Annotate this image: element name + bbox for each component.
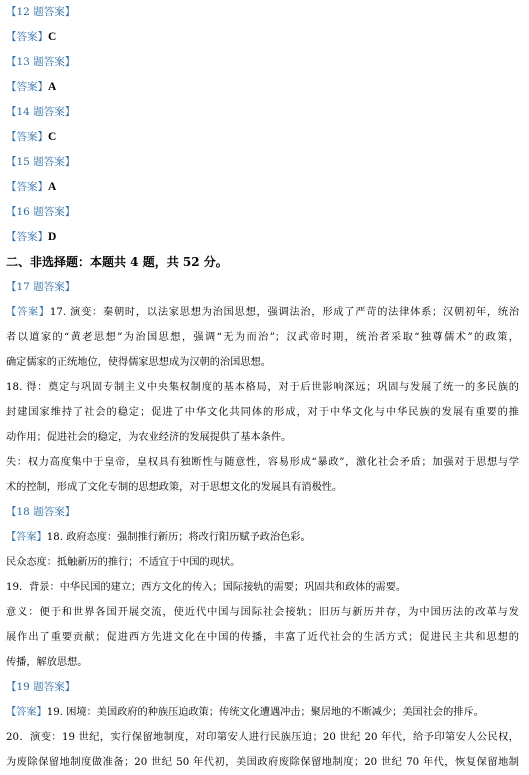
section-title: 二、非选择题：本题共 4 题，共 52 分。: [6, 255, 228, 269]
q19-line-2: 20．演变：19 世纪，实行保留地制度，对印第安人进行民族压迫；20 世纪 20 年代，给予印第安人公民权，: [6, 732, 519, 743]
answer-tag: 【答案】: [6, 532, 47, 543]
answer-tag: 【16 题答案】: [6, 206, 76, 218]
answer-tag: 【答案】: [6, 81, 48, 93]
answer-value: A: [48, 181, 57, 193]
q19-line-1: [6, 700, 519, 725]
q18-line-5: 展作出了重要贡献；促进西方先进文化在中国的传播，丰富了近代社会的生活方式；促进民主共和思想的: [6, 632, 519, 643]
answer-text: 17. 演变：秦朝时，以法家思想为治国思想，强调法治，形成了严苛的法律体系；汉朝初年，统治: [49, 307, 519, 318]
answer-text: 19. 困境：美国政府的种族压迫政策；传统文化遭遇冲击；聚居地的不断减少；美国社会的排斥。: [46, 707, 484, 718]
answer-text: 18. 政府态度：强制推行新历；将改行阳历赋予政治色彩。: [46, 532, 311, 543]
answer-value: C: [48, 131, 57, 143]
q19-line-3: 为废除保留地制度做准备；20 世纪 50 年代初，美国政府废除保留地制度；20 世纪 70 年代，恢复保留地制: [6, 757, 519, 768]
q17-header: [6, 275, 519, 300]
answer-tag: 【14 题答案】: [6, 106, 76, 118]
answer-tag: 【18 题答案】: [6, 506, 76, 518]
answer-value: D: [48, 231, 57, 243]
answer-tag: 【13 题答案】: [6, 56, 76, 68]
answer-tag: 【答案】: [6, 231, 48, 243]
answer-tag: 【19 题答案】: [6, 681, 76, 693]
answer-tag: 【15 题答案】: [6, 156, 76, 168]
q18-line-4: 意义：便于和世界各国开展交流，使近代中国与国际社会接轨；旧历与新历并存，为中国历法的改革与发: [6, 607, 519, 618]
q17-line-2: 者以道家的“黄老思想”为治国思想，强调“无为而治”；汉武帝时期，统治者采取“独尊儒术”的政策，: [6, 332, 519, 343]
answer-tag: 【17 题答案】: [6, 281, 76, 293]
q18-line-2: 民众态度：抵触新历的推行；不适宜于中国的现状。: [6, 557, 241, 568]
answer-tag: 【答案】: [6, 131, 48, 143]
q16-answer: [6, 225, 519, 250]
q17-line-7: 失：权力高度集中于皇帝，皇权具有独断性与随意性，容易形成“暴政”，激化社会矛盾；加强对于思想与学: [6, 457, 519, 468]
q17-line-1: [6, 300, 519, 325]
answer-value: A: [48, 81, 57, 93]
answer-tag: 【答案】: [6, 181, 48, 193]
q17-line-4: 18. 得：奠定与巩固专制主义中央集权制度的基本格局，对于后世影响深远；巩固与发展了统一的多民族的: [6, 382, 519, 393]
answer-value: C: [48, 31, 57, 43]
answer-tag: 【答案】: [6, 31, 48, 43]
q12-header: [6, 0, 519, 25]
answer-tag: 【答案】: [6, 707, 47, 718]
q16-header: [6, 200, 519, 225]
q19-header: [6, 675, 519, 700]
q18-line-6: 传播，解放思想。: [6, 657, 88, 668]
q18-line-3: 19．背景：中华民国的建立；西方文化的传入；国际接轨的需要；巩固共和政体的需要。: [6, 582, 407, 593]
q13-header: [6, 50, 519, 75]
answer-tag: 【答案】: [6, 307, 50, 318]
q14-answer: [6, 125, 519, 150]
q13-answer: [6, 75, 519, 100]
q18-header: [6, 500, 519, 525]
q15-header: [6, 150, 519, 175]
q14-header: [6, 100, 519, 125]
q17-line-5: 封建国家维持了社会的稳定；促进了中华文化共同体的形成，对于中华文化与中华民族的发展有重要的推: [6, 407, 519, 418]
answer-tag: 【12 题答案】: [6, 6, 76, 18]
q17-line-3: 确定儒家的正统地位，使得儒家思想成为汉朝的治国思想。: [6, 357, 271, 368]
q12-answer: [6, 25, 519, 50]
q17-line-8: 术的控制，形成了文化专制的思想政策，对于思想文化的发展具有消极性。: [6, 482, 343, 493]
q15-answer: [6, 175, 519, 200]
q17-line-6: 动作用；促进社会的稳定，为农业经济的发展提供了基本条件。: [6, 432, 292, 443]
q18-line-1: [6, 525, 519, 550]
